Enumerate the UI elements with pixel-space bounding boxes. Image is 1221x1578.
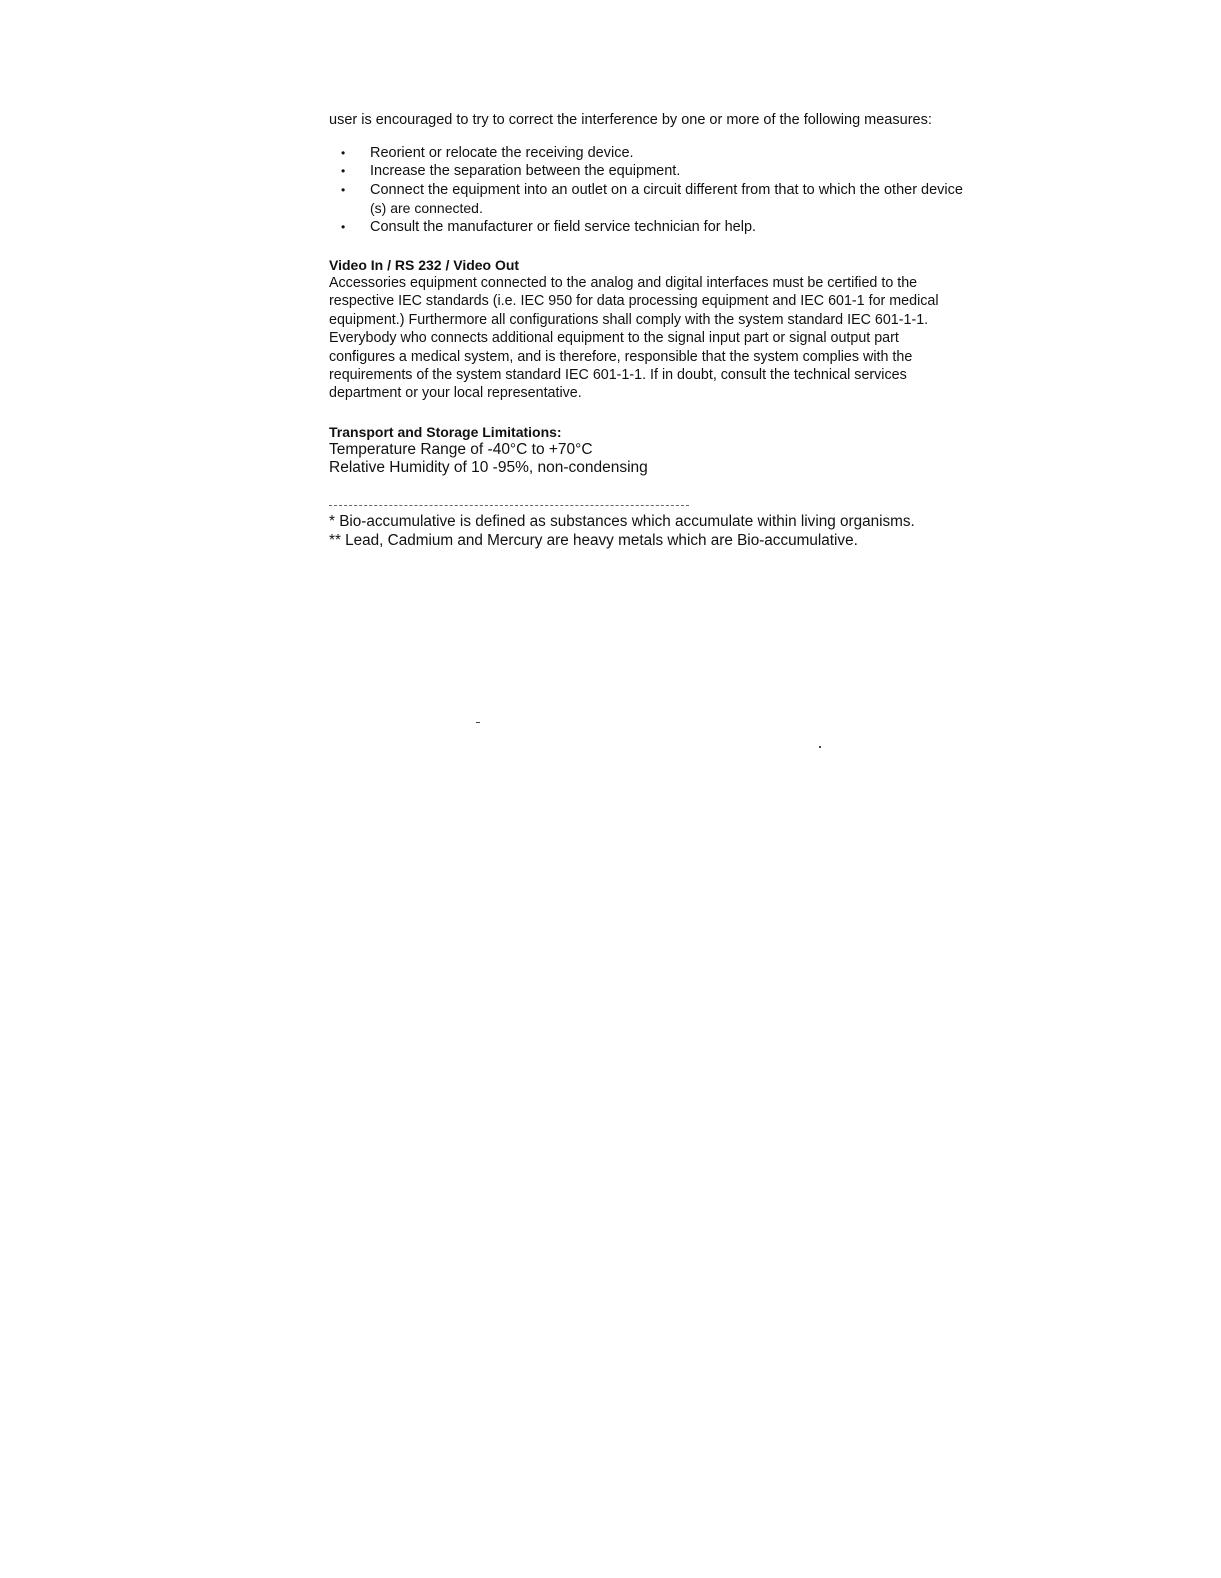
list-item bbox=[329, 181, 1049, 218]
paragraph-line: configures a medical system, and is therefore, responsible that the system complies with the bbox=[329, 348, 913, 365]
paragraph-line: Everybody who connects additional equipment to the signal input part or signal output part bbox=[329, 330, 899, 347]
measure-text: Increase the separation between the equipment. bbox=[370, 163, 681, 180]
paragraph-line: equipment.) Furthermore all configurations shall comply with the system standard IEC 601-1-1. bbox=[329, 311, 929, 328]
footnotes bbox=[329, 512, 1049, 550]
measure-continuation: (s) are connected. bbox=[370, 200, 483, 217]
measure-text: Consult the manufacturer or field service technician for help. bbox=[370, 218, 757, 235]
video-section-paragraph bbox=[329, 274, 1049, 403]
paragraph-line: Accessories equipment connected to the analog and digital interfaces must be certified to the bbox=[329, 275, 918, 292]
paragraph-line: requirements of the system standard IEC 601-1-1. If in doubt, consult the technical services bbox=[329, 367, 907, 384]
humidity-range: Relative Humidity of 10 -95%, non-condensing bbox=[329, 459, 648, 477]
intro-text: user is encouraged to try to correct the interference by one or more of the following measures: bbox=[329, 112, 932, 128]
storage-section-heading: Transport and Storage Limitations: bbox=[329, 423, 562, 440]
paragraph-line: department or your local representative. bbox=[329, 385, 582, 402]
measure-text: Connect the equipment into an outlet on a circuit different from that to which the other device bbox=[370, 181, 963, 198]
video-section-heading: Video In / RS 232 / Video Out bbox=[329, 257, 520, 274]
list-item bbox=[329, 218, 1049, 236]
footnote: ** Lead, Cadmium and Mercury are heavy metals which are Bio-accumulative. bbox=[329, 532, 858, 549]
footnote: * Bio-accumulative is defined as substances which accumulate within living organisms. bbox=[329, 513, 915, 530]
scan-speck bbox=[476, 722, 480, 723]
temperature-range: Temperature Range of -40°C to +70°C bbox=[329, 440, 593, 458]
measures-list bbox=[329, 144, 1049, 236]
paragraph-line: respective IEC standards (i.e. IEC 950 for data processing equipment and IEC 601-1 for medical bbox=[329, 293, 939, 310]
list-item bbox=[329, 162, 1049, 180]
list-item bbox=[329, 144, 1049, 162]
scan-speck bbox=[819, 746, 821, 748]
document-page bbox=[329, 110, 1049, 549]
footnote-divider bbox=[329, 505, 689, 507]
measure-text: Reorient or relocate the receiving device. bbox=[370, 145, 634, 161]
